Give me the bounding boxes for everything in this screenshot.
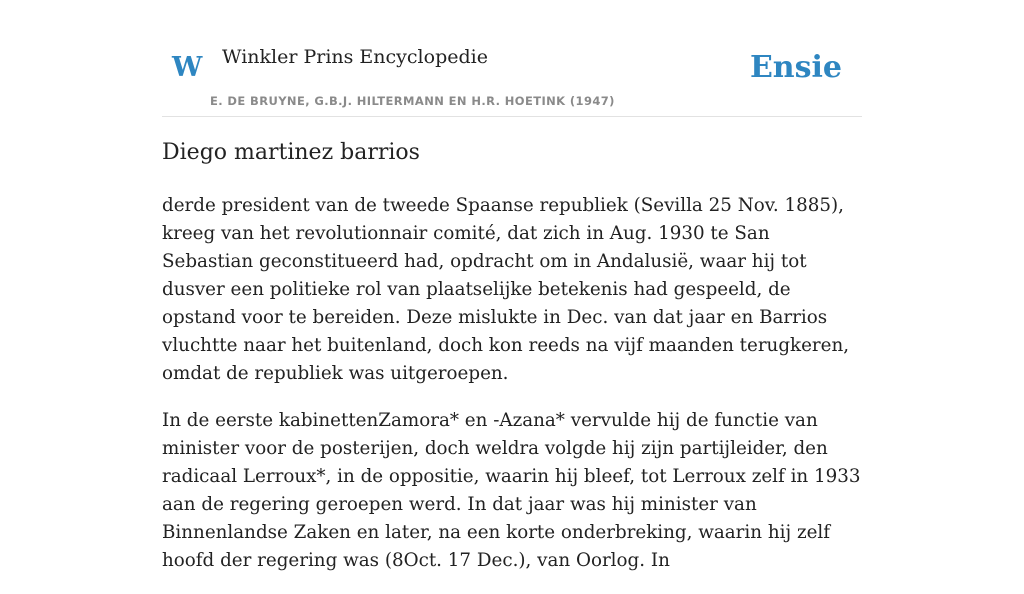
article-body — [162, 192, 862, 594]
article-paragraph: derde president van de tweede Spaanse republiek (Sevilla 25 Nov. 1885), kreeg van het revolutionnair comité, dat zich in Aug. 1930 te San Sebastian geconstitueerd had, opdracht om in Andalusië, waar hij tot dusver een politieke rol van plaatselijke betekenis had gespeeld, de opstand voor te bereiden. Deze mislukte in Dec. van dat jaar en Barrios vluchtte naar het buitenland, doch kon reeds na vijf maanden terugkeren, omdat de republiek was uitgeroepen. — [162, 195, 850, 384]
publication-authors: E. DE BRUYNE, G.B.J. HILTERMANN EN H.R. HOETINK (1947) — [210, 94, 615, 108]
brand-logo[interactable]: Ensie — [749, 50, 842, 85]
publication-title[interactable]: Winkler Prins Encyclopedie — [222, 46, 488, 68]
site-header — [162, 40, 862, 117]
logo-icon[interactable]: W — [172, 52, 203, 83]
article-paragraph: In de eerste kabinettenZamora* en -Azana* vervulde hij de functie van minister voor de posterijen, doch weldra volgde hij zijn partijleider, den radicaal Lerroux*, in de oppositie, waarin hij bleef, tot Lerroux zelf in 1933 aan de regering geroepen werd. In dat jaar was hij minister van Binnenlandse Zaken en later, na een korte onderbreking, waarin hij zelf hoofd der regering was (8Oct. 17 Dec.), van Oorlog. In — [162, 410, 861, 571]
article-title: Diego martinez barrios — [162, 140, 420, 165]
